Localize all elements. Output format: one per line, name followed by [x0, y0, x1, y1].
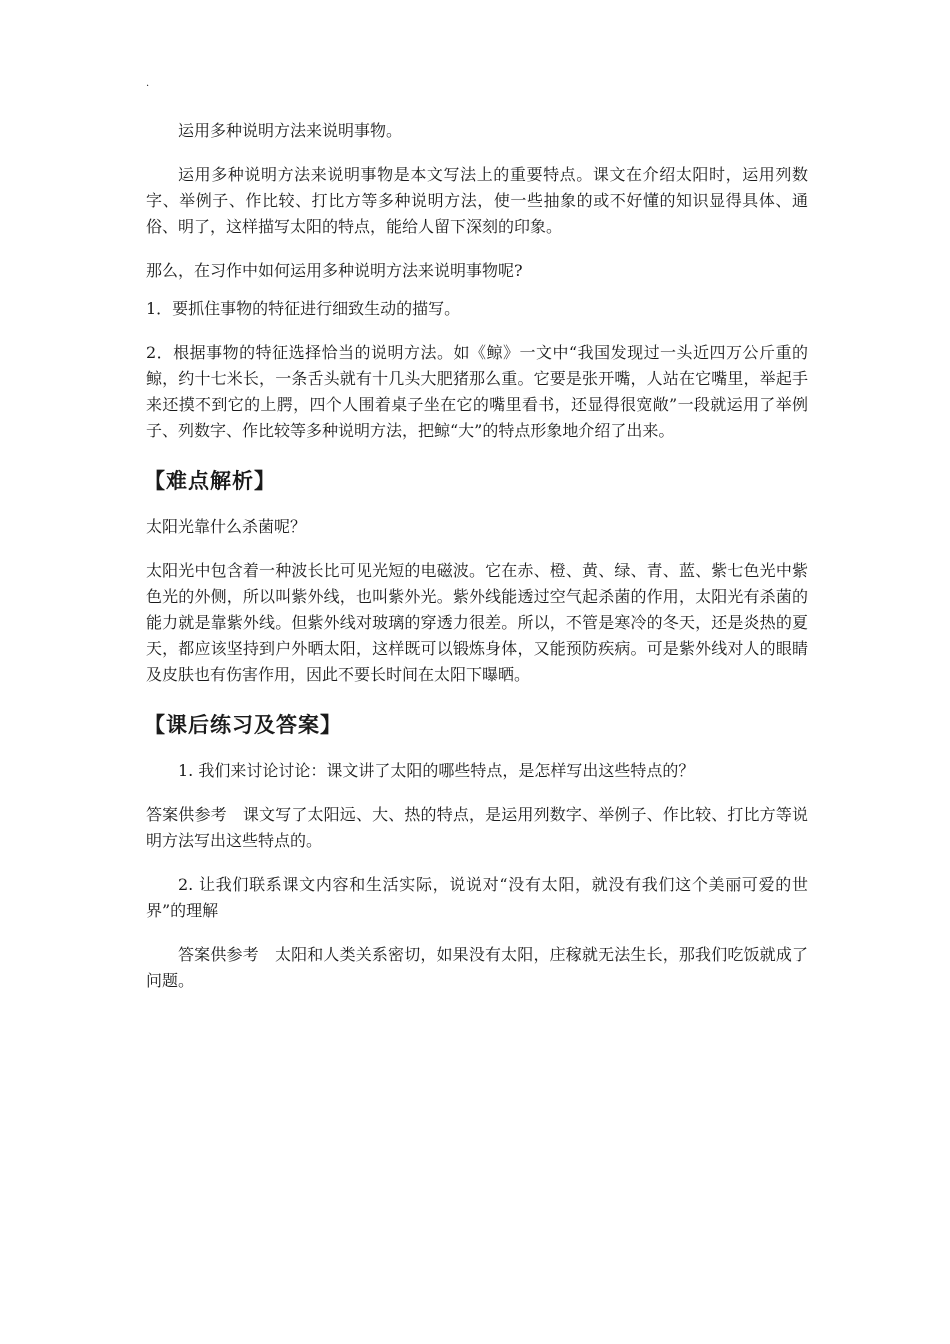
- intro-heading: 运用多种说明方法来说明事物。: [178, 121, 403, 140]
- section-title-difficulty: 【难点解析】: [144, 469, 276, 493]
- document-body: [146, 118, 808, 994]
- difficulty-answer: 太阳光中包含着一种波长比可见光短的电磁波。它在赤、橙、黄、绿、青、蓝、紫七色光中紫色光的外侧，所以叫紫外线，也叫紫外光。紫外线能透过空气起杀菌的作用，太阳光有杀菌的能力就是靠紫外线。但紫外线对玻璃的穿透力很差。所以，不管是寒冷的冬天，还是炎热的夏天，都应该坚持到户外晒太阳，这样既可以锻炼身体，又能预防疾病。可是紫外线对人的眼睛及皮肤也有伤害作用，因此不要长时间在太阳下曝晒。: [146, 561, 808, 684]
- header-mark: .: [146, 78, 150, 89]
- intro-paragraph: 运用多种说明方法来说明事物是本文写法上的重要特点。课文在介绍太阳时，运用列数字、举例子、作比较、打比方等多种说明方法，使一些抽象的或不好懂的知识显得具体、通俗、明了，这样描写太阳的特点，能给人留下深刻的印象。: [146, 165, 808, 236]
- exercise-answer-2: 答案供参考 太阳和人类关系密切，如果没有太阳，庄稼就无法生长，那我们吃饭就成了问题。: [146, 945, 808, 990]
- exercise-answer-1: 答案供参考 课文写了太阳远、大、热的特点，是运用列数字、举例子、作比较、打比方等说明方法写出这些特点的。: [146, 805, 808, 850]
- exercise-question-2: 2. 让我们联系课文内容和生活实际，说说对“没有太阳，就没有我们这个美丽可爱的世界”的理解: [146, 875, 808, 920]
- exercise-question-1: 1. 我们来讨论讨论：课文讲了太阳的哪些特点，是怎样写出这些特点的？: [178, 761, 695, 780]
- section-title-exercises: 【课后练习及答案】: [144, 713, 342, 737]
- intro-point-2: 2．根据事物的特征选择恰当的说明方法。如《鲸》一文中“我国发现过一头近四万公斤重的鲸，约十七米长，一条舌头就有十几头大肥猪那么重。它要是张开嘴，人站在它嘴里，举起手来还摸不到它的上腭，四个人围着桌子坐在它的嘴里看书，还显得很宽敞”一段就运用了举例子、列数字、作比较等多种说明方法，把鲸“大”的特点形象地介绍了出来。: [146, 343, 808, 440]
- difficulty-question: 太阳光靠什么杀菌呢？: [146, 517, 307, 536]
- intro-point-1: 1．要抓住事物的特征进行细致生动的描写。: [146, 299, 461, 318]
- intro-question: 那么，在习作中如何运用多种说明方法来说明事物呢?: [146, 261, 523, 280]
